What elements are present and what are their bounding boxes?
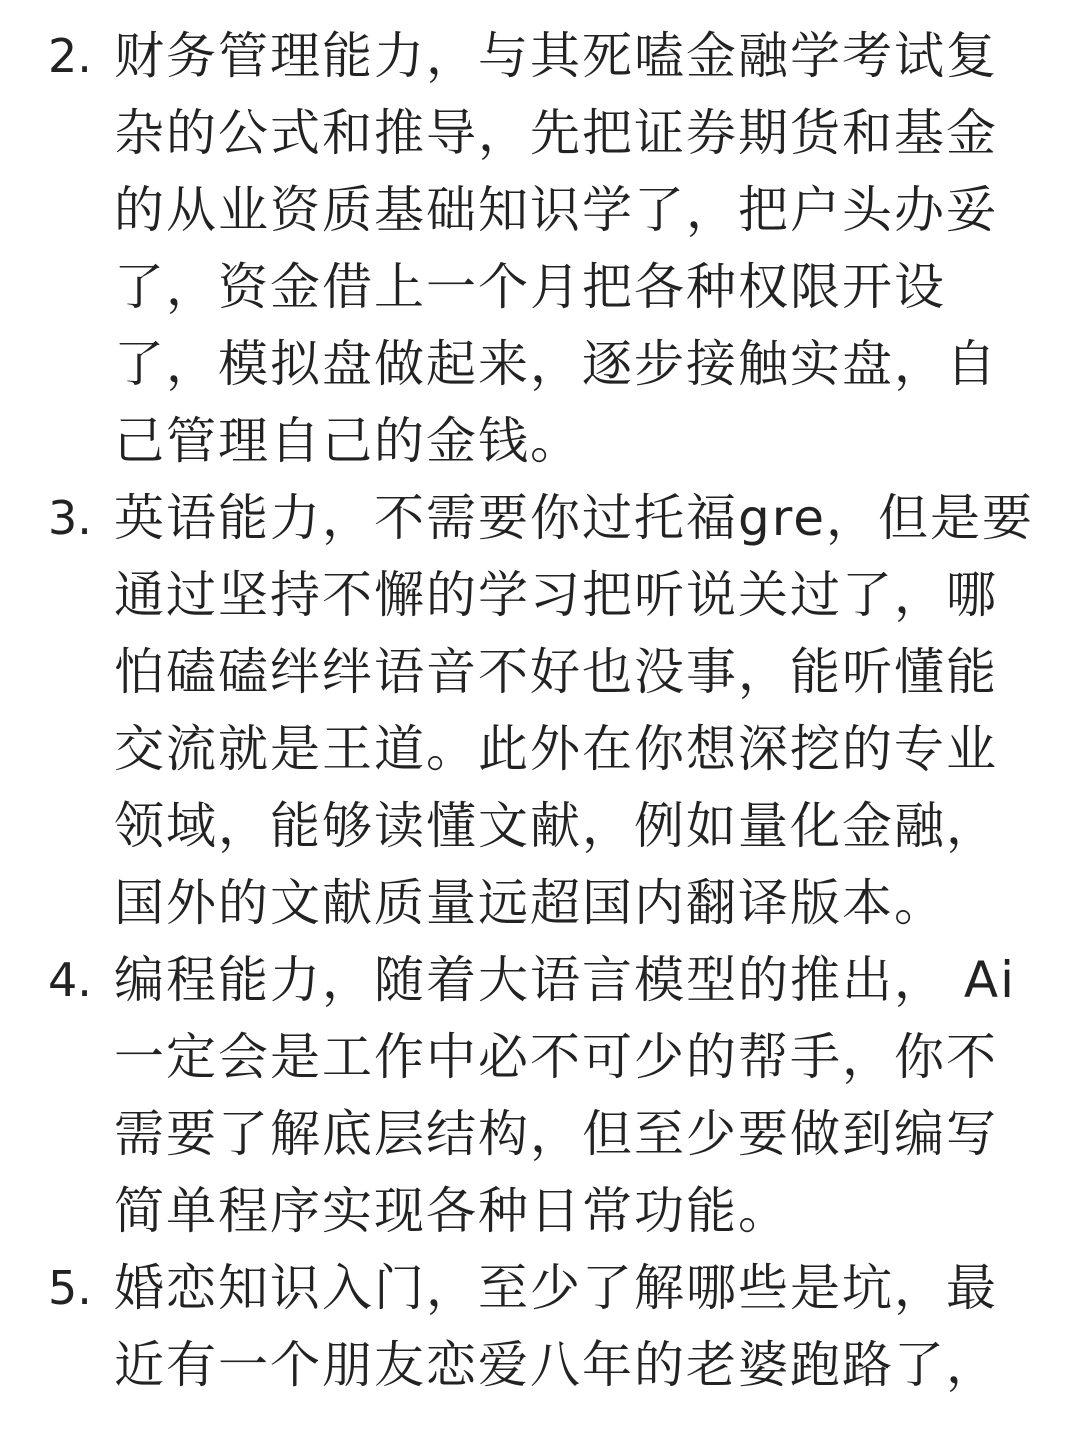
text-line: 杂的公式和推导，先把证券期货和基金 — [114, 104, 998, 162]
text-line: 怕磕磕绊绊语音不好也没事，能听懂能 — [114, 643, 998, 701]
text-line: 领域，能够读懂文献，例如量化金融， — [114, 797, 998, 855]
text-line: 了，模拟盘做起来，逐步接触实盘，自 — [114, 335, 998, 393]
text-line: 简单程序实现各种日常功能。 — [114, 1182, 790, 1240]
text-line: 近有一个朋友恋爱八年的老婆跑路了， — [114, 1336, 998, 1394]
text-line: 一定会是工作中必不可少的帮手，你不 — [114, 1028, 998, 1086]
list-number: 3. — [48, 491, 92, 545]
list-number: 4. — [48, 953, 92, 1007]
list-number: 2. — [48, 29, 92, 83]
text-line: 的从业资质基础知识学了，把户头办妥 — [114, 181, 998, 239]
text-line: 通过坚持不懈的学习把听说关过了，哪 — [114, 566, 998, 624]
text-line: 财务管理能力，与其死嗑金融学考试复 — [114, 27, 998, 85]
text-line: 编程能力，随着大语言模型的推出， Ai — [114, 951, 1016, 1009]
text-line: 婚恋知识入门，至少了解哪些是坑，最 — [114, 1259, 998, 1317]
text-line: 交流就是王道。此外在你想深挖的专业 — [114, 720, 998, 778]
text-line: 国外的文献质量远超国内翻译版本。 — [114, 874, 946, 932]
text-line: 需要了解底层结构，但至少要做到编写 — [114, 1105, 998, 1163]
text-line: 了，资金借上一个月把各种权限开设 — [114, 258, 946, 316]
text-line: 己管理自己的金钱。 — [114, 412, 582, 470]
text-line: 英语能力，不需要你过托福gre，但是要 — [114, 489, 1034, 547]
list-number: 5. — [48, 1261, 92, 1315]
